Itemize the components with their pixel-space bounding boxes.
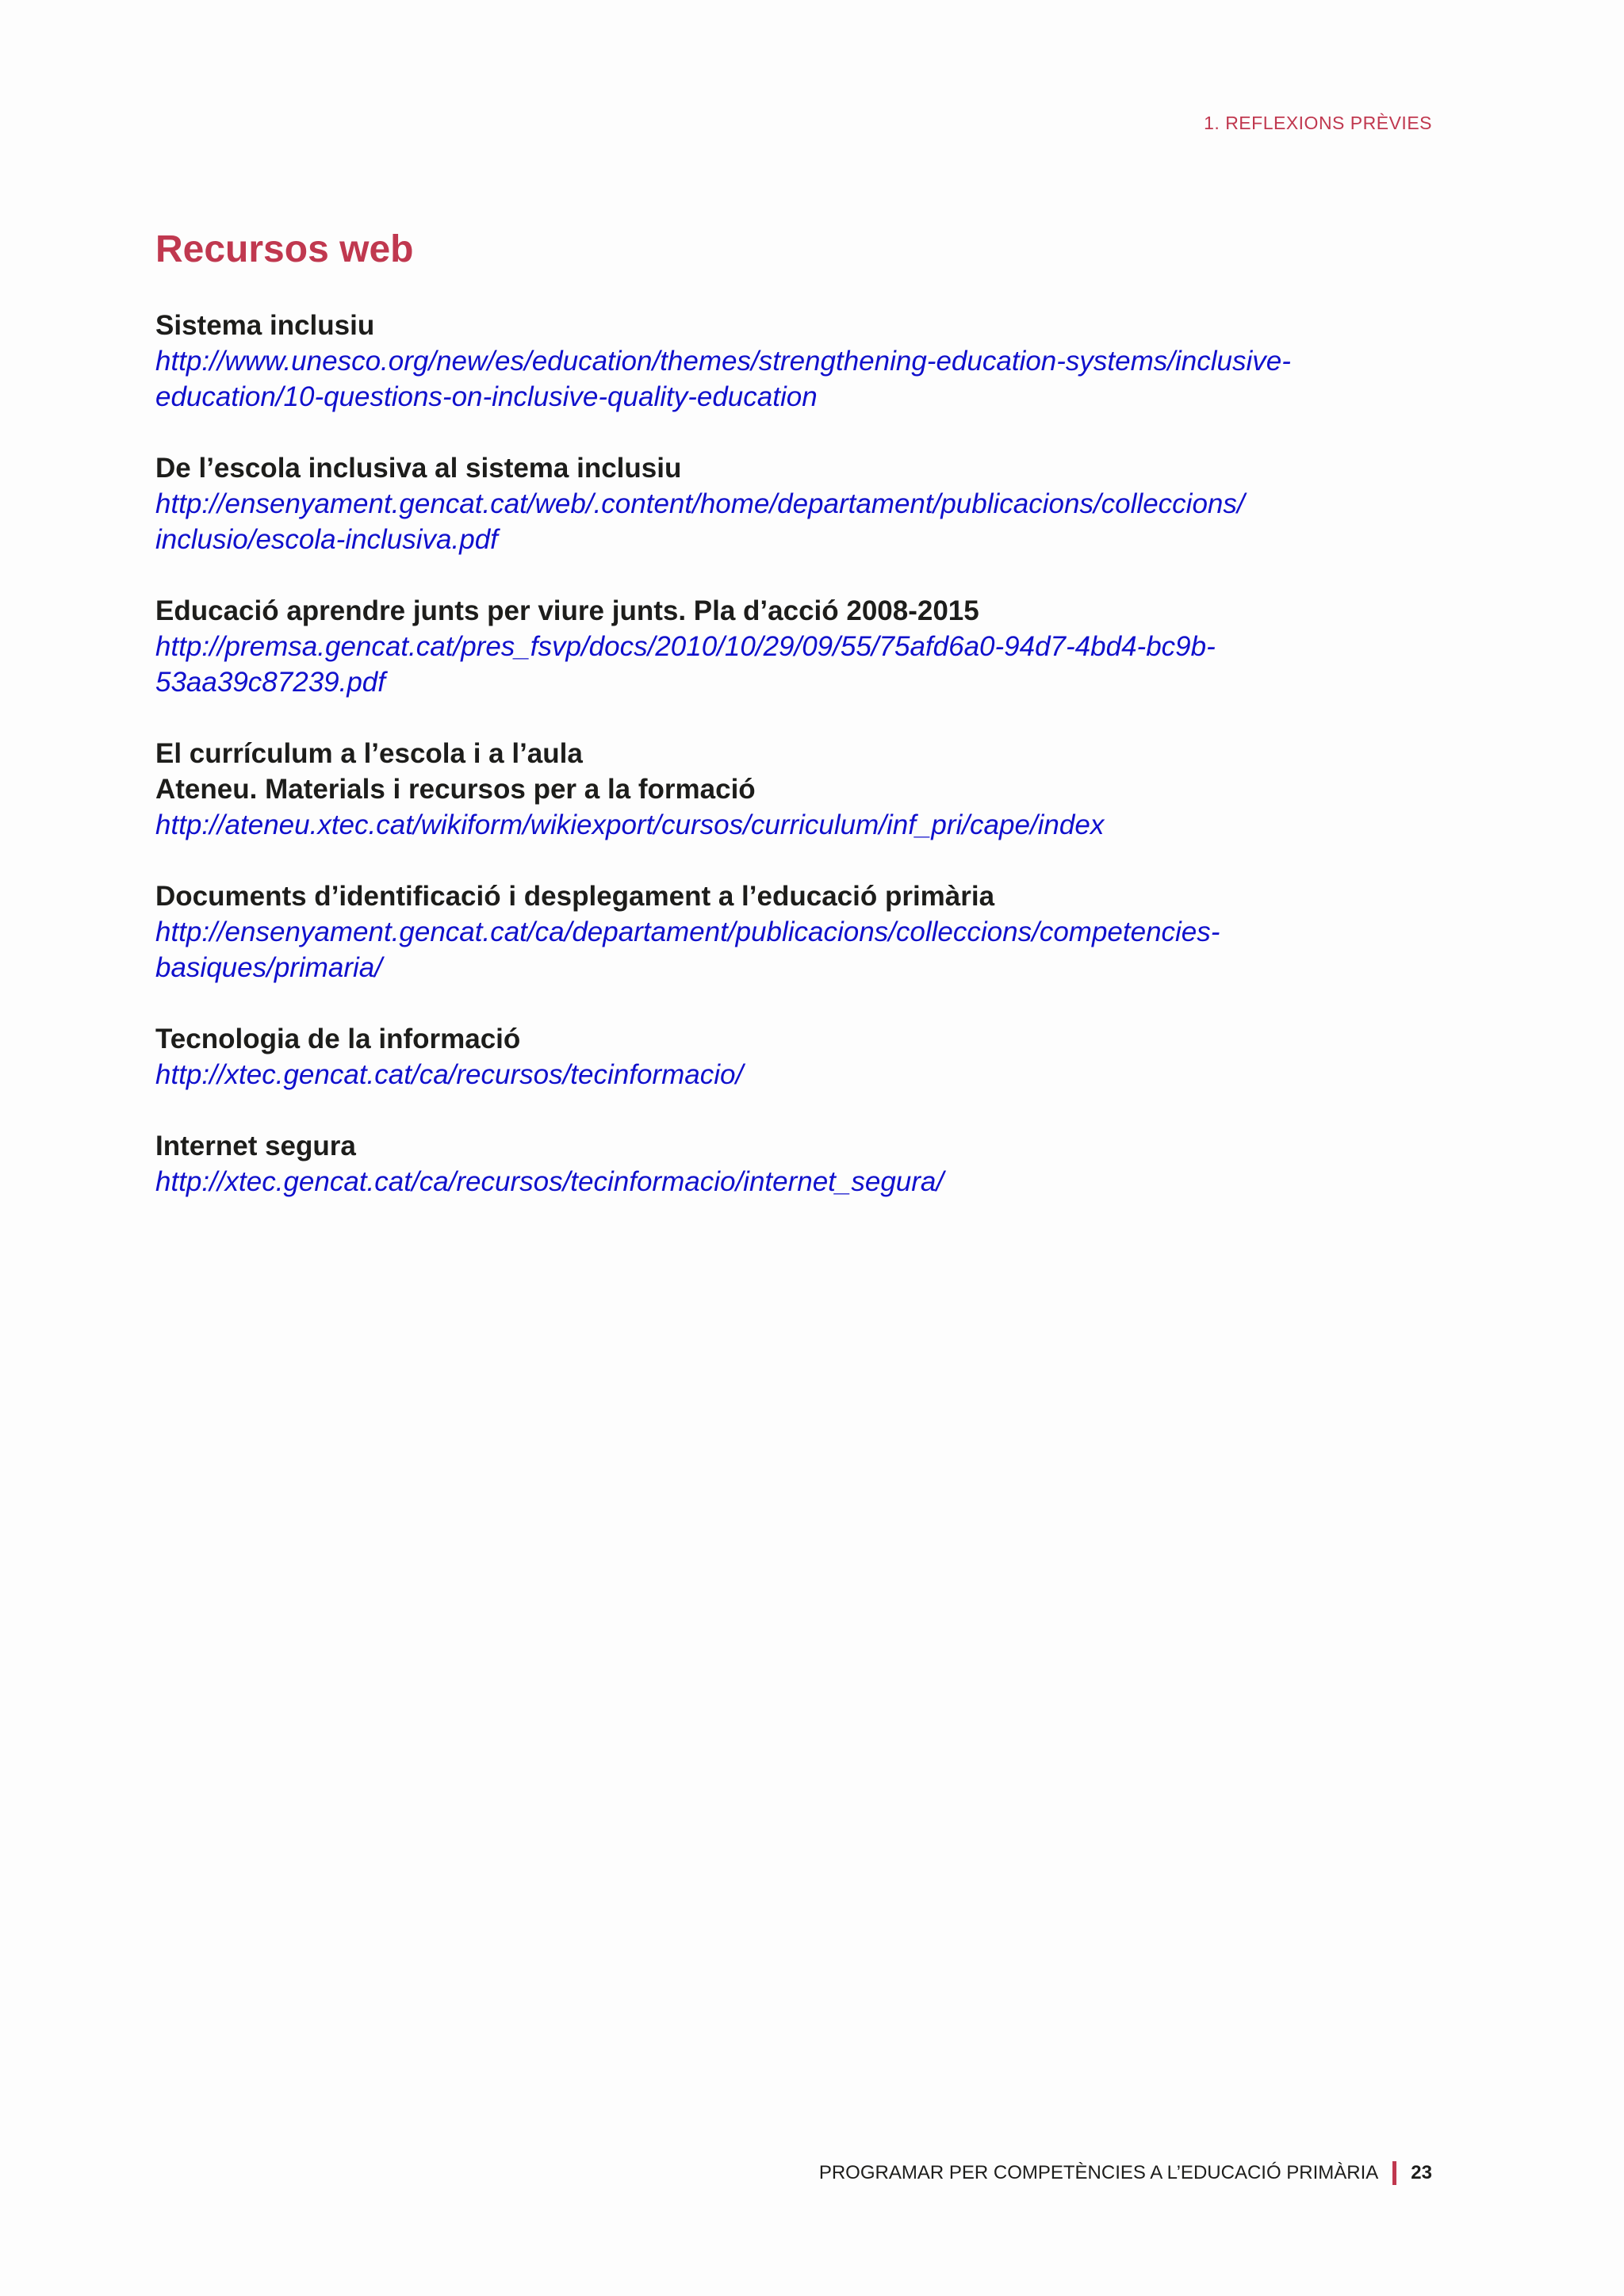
resource-item <box>155 736 1432 843</box>
resource-title: Tecnologia de la informació <box>155 1024 521 1054</box>
resource-link-line: http://ensenyament.gencat.cat/web/.content/home/departament/publicacions/colleccions/ <box>155 488 1245 519</box>
resource-link-line: http://www.unesco.org/new/es/education/themes/strengthening-education-systems/inclusive- <box>155 346 1291 377</box>
publication-title: PROGRAMAR PER COMPETÈNCIES A L’EDUCACIÓ PRIMÀRIA <box>818 2162 1379 2183</box>
main-content <box>155 222 1432 1235</box>
resource-item <box>155 1128 1432 1200</box>
resource-link[interactable] <box>155 807 1432 843</box>
resource-link-line: education/10-questions-on-inclusive-quality-education <box>155 381 818 412</box>
page-title: Recursos web <box>155 228 414 270</box>
resource-item <box>155 878 1432 985</box>
resource-title: Sistema inclusiu <box>155 310 375 341</box>
resource-link[interactable] <box>155 914 1432 985</box>
resource-link-line: http://xtec.gencat.cat/ca/recursos/tecinformacio/internet_segura/ <box>155 1166 944 1197</box>
resource-link-line: 53aa39c87239.pdf <box>155 667 385 698</box>
resource-link-line: http://ensenyament.gencat.cat/ca/departament/publicacions/colleccions/competencies- <box>155 916 1220 947</box>
resource-link[interactable] <box>155 629 1432 700</box>
resource-title: Documents d’identificació i desplegament a l’educació primària <box>155 881 995 912</box>
resource-link[interactable] <box>155 1164 1432 1200</box>
footer-divider <box>1392 2161 1396 2185</box>
resource-link[interactable] <box>155 486 1432 557</box>
resource-title: Educació aprendre junts per viure junts. Pla d’acció 2008-2015 <box>155 595 979 626</box>
resource-item <box>155 308 1432 415</box>
resource-title: Internet segura <box>155 1131 356 1161</box>
resource-link[interactable] <box>155 343 1432 415</box>
resource-item <box>155 450 1432 557</box>
resource-subtitle: Ateneu. Materials i recursos per a la formació <box>155 774 756 805</box>
resource-item <box>155 1021 1432 1093</box>
running-head: 1. REFLEXIONS PRÈVIES <box>1204 113 1432 133</box>
resource-link-line: http://premsa.gencat.cat/pres_fsvp/docs/2010/10/29/09/55/75afd6a0-94d7-4bd4-bc9b- <box>155 631 1216 662</box>
resource-link-line: inclusio/escola-inclusiva.pdf <box>155 524 498 555</box>
page-footer <box>819 2161 1432 2185</box>
page-number: 23 <box>1411 2162 1432 2183</box>
resource-item <box>155 593 1432 700</box>
resource-link-line: http://ateneu.xtec.cat/wikiform/wikiexport/cursos/curriculum/inf_pri/cape/index <box>155 809 1105 840</box>
resource-title: El currículum a l’escola i a l’aula <box>155 738 583 769</box>
resource-link[interactable] <box>155 1057 1432 1093</box>
resource-link-line: http://xtec.gencat.cat/ca/recursos/tecinformacio/ <box>155 1059 744 1090</box>
resource-link-line: basiques/primaria/ <box>155 952 382 983</box>
resource-title: De l’escola inclusiva al sistema inclusiu <box>155 453 682 484</box>
